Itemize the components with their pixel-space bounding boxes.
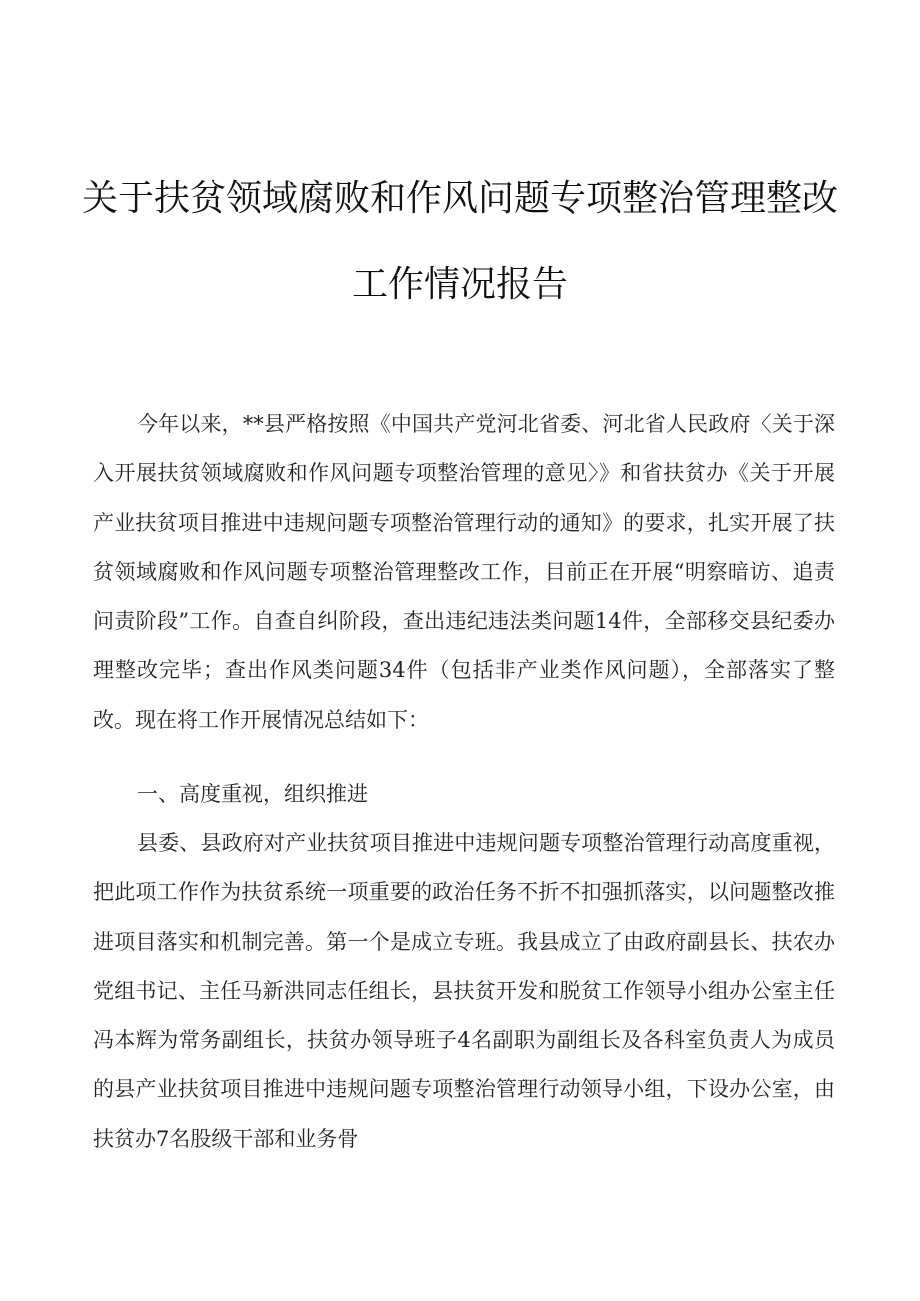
section-heading-1: 一、高度重视，组织推进: [137, 782, 368, 806]
intro-paragraph: 今年以来，**县严格按照《中国共产党河北省委、河北省人民政府〈关于深入开展扶贫领域腐败和作风问题专项整治管理的意见〉》和省扶贫办《关于开展产业扶贫项目推进中违规问题专项整治管理行动的通知》的要求，扎实开展了扶贫领域腐败和作风问题专项整治管理整改工作，目前正在开展“明察暗访、追责问责阶段”工作。自查自纠阶段，查出违纪违法类问题14件，全部移交县纪委办理整改完毕；查出作风类问题34件（包括非产业类作风问题），全部落实了整改。现在将工作开展情况总结如下：: [93, 412, 835, 732]
section-1-paragraph: 县委、县政府对产业扶贫项目推进中违规问题专项整治管理行动高度重视，把此项工作作为扶贫系统一项重要的政治任务不折不扣强抓落实，以问题整改推进项目落实和机制完善。第一个是成立专班。我县成立了由政府副县长、扶农办党组书记、主任马新洪同志任组长，县扶贫开发和脱贫工作领导小组办公室主任冯本辉为常务副组长，扶贫办领导班子4名副职为副组长及各科室负责人为成员的县产业扶贫项目推进中违规问题专项整治管理行动领导小组，下设办公室，由扶贫办7名股级干部和业务骨: [93, 831, 835, 1151]
document-title-line-2: 工作情况报告: [351, 264, 568, 305]
document-title-line-1: 关于扶贫领域腐败和作风问题专项整治管理整改: [81, 178, 838, 219]
